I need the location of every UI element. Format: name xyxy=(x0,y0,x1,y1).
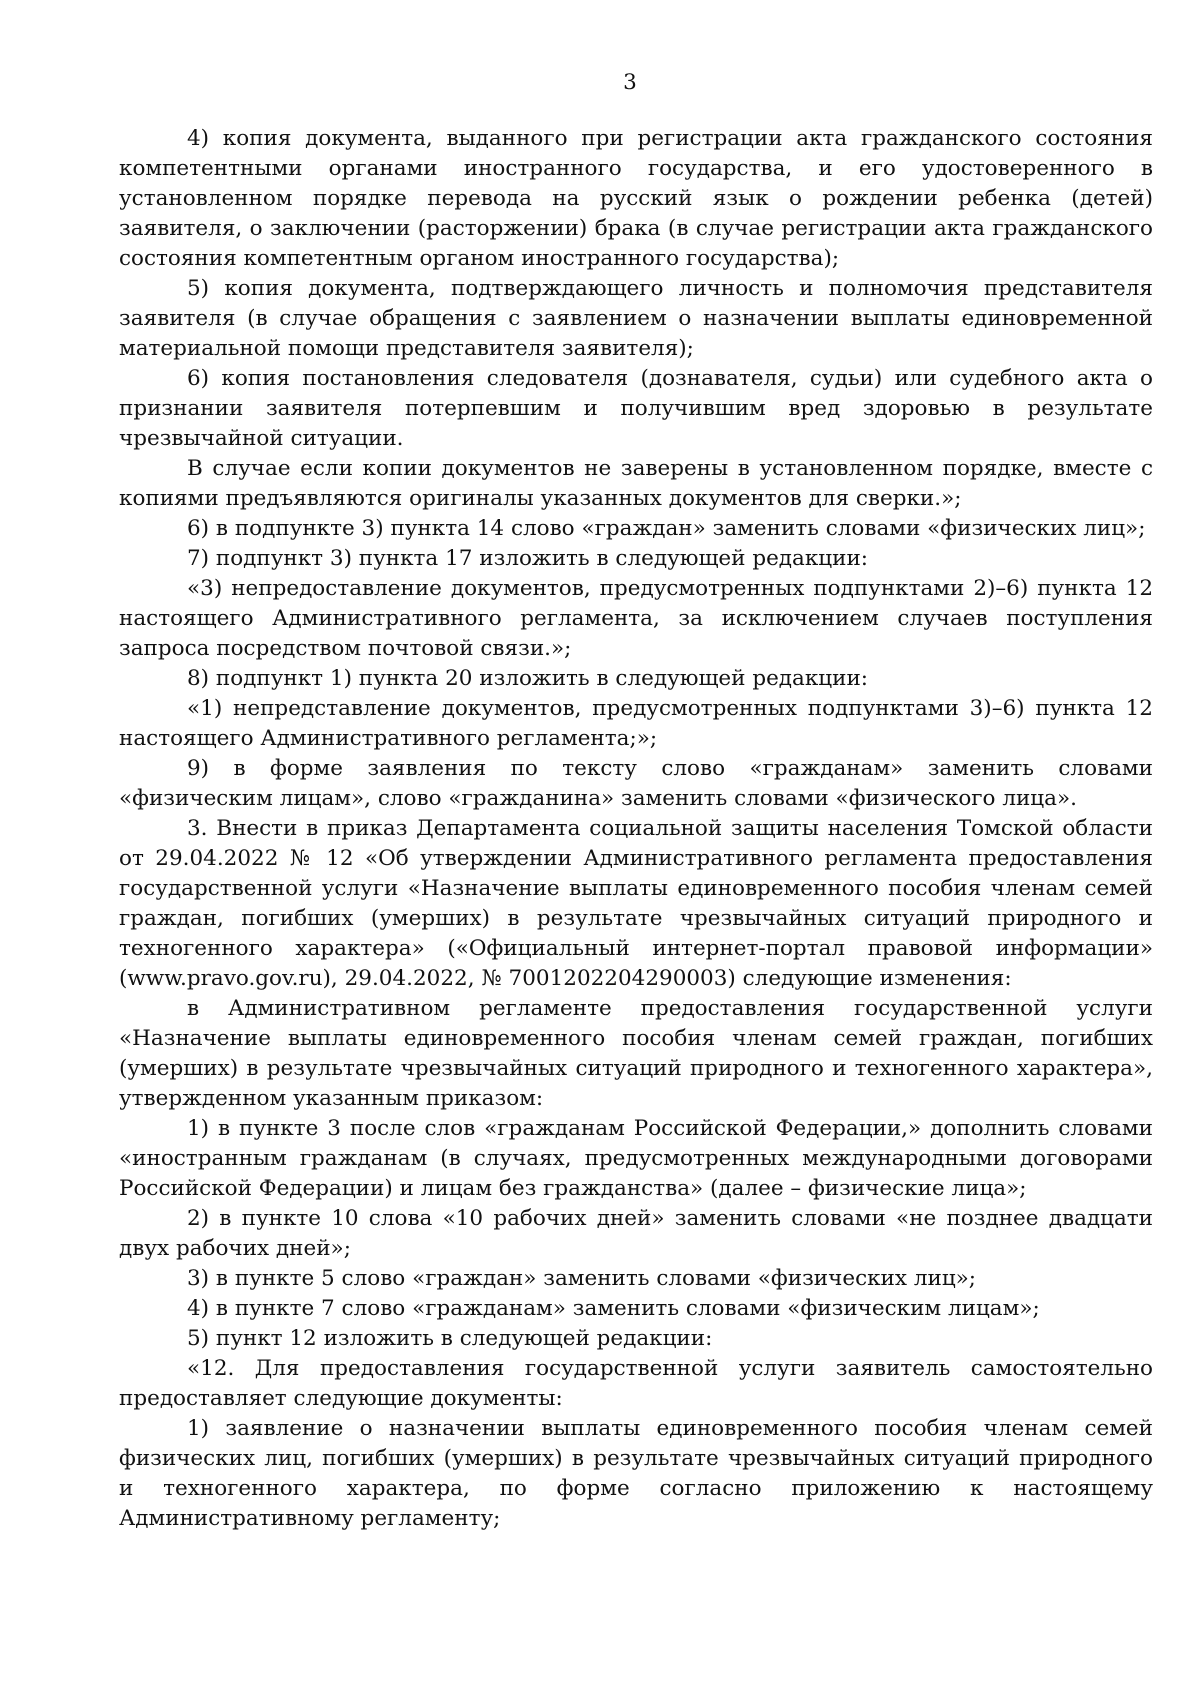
paragraph-amendment-7: 7) подпункт 3) пункта 17 изложить в следующей редакции: xyxy=(187,546,869,571)
paragraph-amendment-8: 8) подпункт 1) пункта 20 изложить в следующей редакции: xyxy=(187,666,869,691)
paragraph-amendment-9: 9) в форме заявления по тексту слово «гражданам» заменить словами «физическим лицам», слово «гражданина» заменить словами «физического лица». xyxy=(119,756,1153,811)
paragraph-item-6-investigator-decision: 6) копия постановления следователя (дознавателя, судьи) или судебного акта о признании заявителя потерпевшим и получившим вред здоровью в результате чрезвычайной ситуации. xyxy=(119,366,1153,451)
paragraph-item-4-foreign-documents: 4) копия документа, выданного при регистрации акта гражданского состояния компетентными органами иностранного государства, и его удостоверенного в установленном порядке перевода на русский язык о рождении ребенка (детей) заявителя, о заключении (расторжении) брака (в случае регистрации акта гражданского состояния компетентным органом иностранного государства); xyxy=(119,126,1153,271)
paragraph-s3-amendment-2: 2) в пункте 10 слова «10 рабочих дней» заменить словами «не позднее двадцати двух рабочих дней»; xyxy=(119,1206,1153,1261)
paragraph-point-12-item-1: 1) заявление о назначении выплаты единовременного пособия членам семей физических лиц, погибших (умерших) в результате чрезвычайных ситуаций природного и техногенного характера, по форме согласно приложению к настоящему Административному регламенту; xyxy=(119,1416,1153,1531)
paragraph-amendment-8-text: «1) непредставление документов, предусмотренных подпунктами 3)–6) пункта 12 настоящего Административного регламента;»; xyxy=(119,696,1153,751)
document-body xyxy=(119,124,1153,1534)
paragraph-amendment-6: 6) в подпункте 3) пункта 14 слово «граждан» заменить словами «физических лиц»; xyxy=(187,516,1146,541)
paragraph-s3-amendment-4: 4) в пункте 7 слово «гражданам» заменить словами «физическим лицам»; xyxy=(187,1296,1040,1321)
paragraph-amendment-7-text: «3) непредоставление документов, предусмотренных подпунктами 2)–6) пункта 12 настоящего Административного регламента, за исключением случаев поступления запроса посредством почтовой связи.»; xyxy=(119,576,1153,661)
paragraph-section-3-intro: в Административном регламенте предоставления государственной услуги «Назначение выплаты единовременного пособия членам семей граждан, погибших (умерших) в результате чрезвычайных ситуаций природного и техногенного характера», утвержденном указанным приказом: xyxy=(119,996,1153,1111)
paragraph-uncertified-copies: В случае если копии документов не заверены в установленном порядке, вместе с копиями предъявляются оригиналы указанных документов для сверки.»; xyxy=(119,456,1153,511)
paragraph-s3-amendment-1: 1) в пункте 3 после слов «гражданам Российской Федерации,» дополнить словами «иностранным гражданам (в случаях, предусмотренных международными договорами Российской Федерации) и лицам без гражданства» (далее – физические лица»; xyxy=(119,1116,1153,1201)
paragraph-section-3: 3. Внести в приказ Департамента социальной защиты населения Томской области от 29.04.2022 № 12 «Об утверждении Административного регламента предоставления государственной услуги «Назначение выплаты единовременного пособия членам семей граждан, погибших (умерших) в результате чрезвычайных ситуаций природного и техногенного характера» («Официальный интернет-портал правовой информации» (www.pravo.gov.ru), 29.04.2022, № 7001202204290003) следующие изменения: xyxy=(119,816,1153,991)
paragraph-s3-amendment-5: 5) пункт 12 изложить в следующей редакции: xyxy=(187,1326,713,1351)
paragraph-s3-amendment-3: 3) в пункте 5 слово «граждан» заменить словами «физических лиц»; xyxy=(187,1266,977,1291)
paragraph-item-5-representative-id: 5) копия документа, подтверждающего личность и полномочия представителя заявителя (в случае обращения с заявлением о назначении выплаты единовременной материальной помощи представителя заявителя); xyxy=(119,276,1153,361)
paragraph-point-12: «12. Для предоставления государственной услуги заявитель самостоятельно предоставляет следующие документы: xyxy=(119,1356,1153,1411)
page-number: 3 xyxy=(623,70,637,95)
